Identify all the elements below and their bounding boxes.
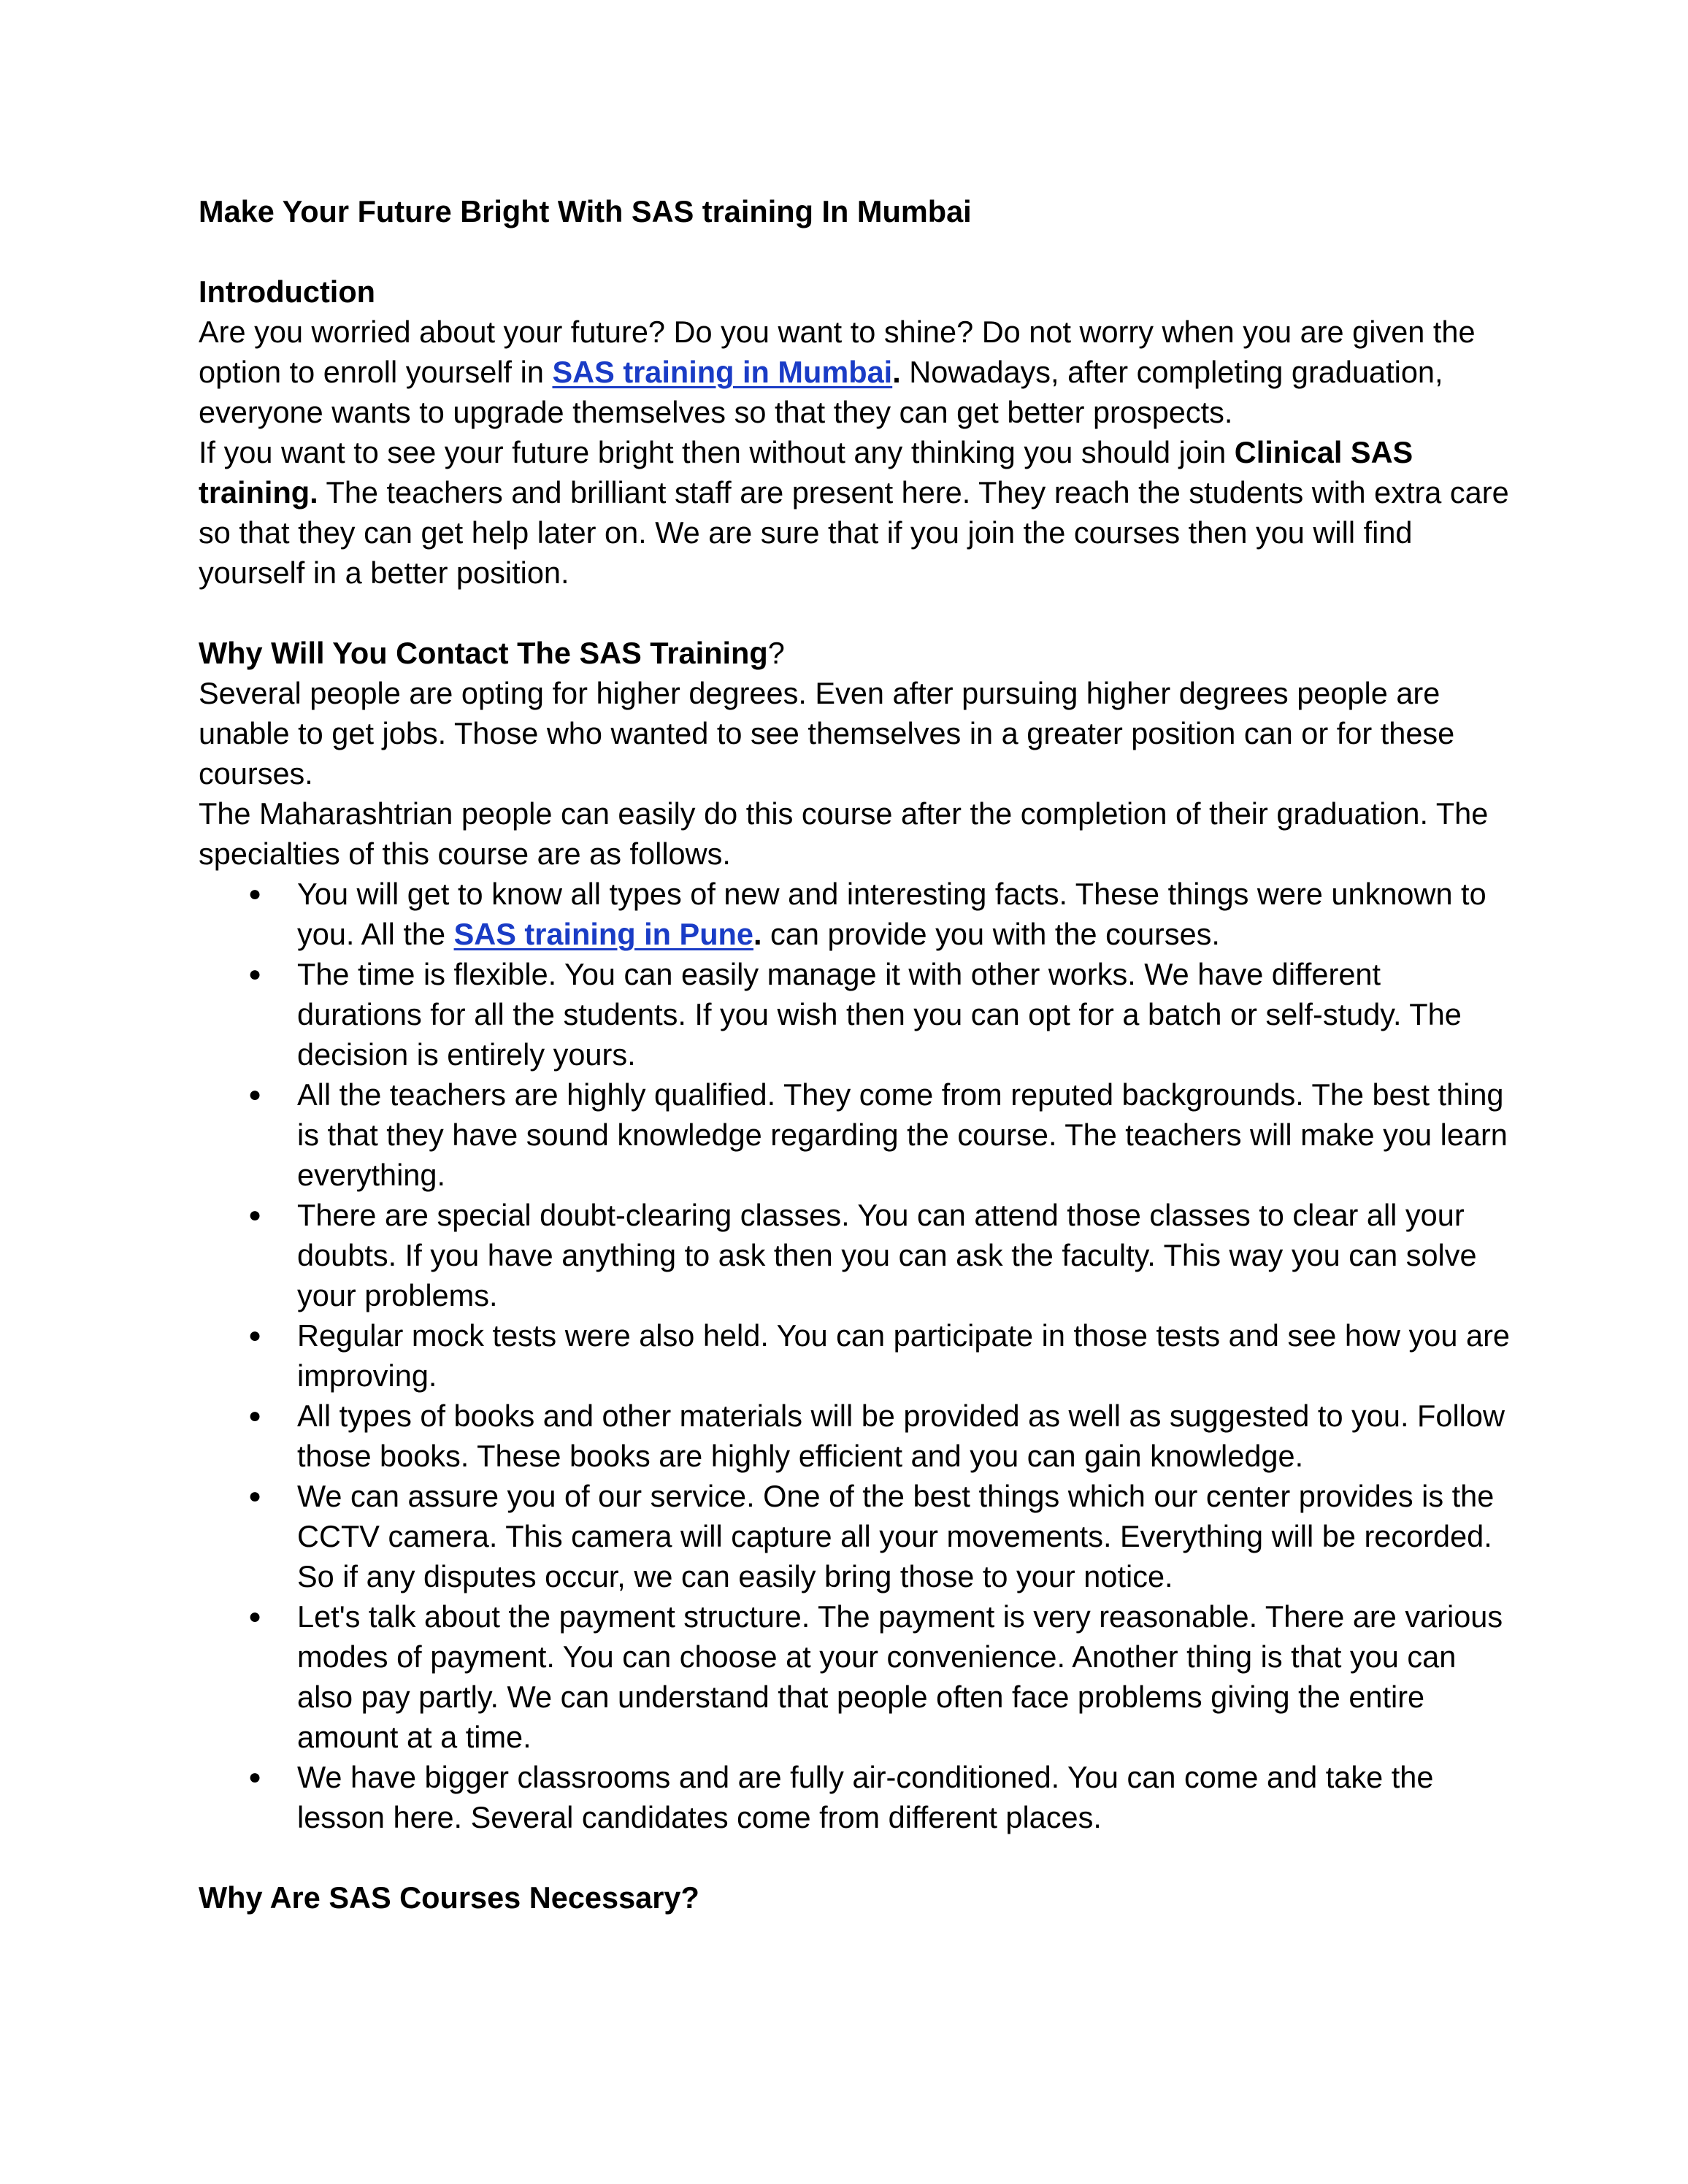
bullet-icon: ● — [248, 1765, 262, 1789]
list-item — [199, 1396, 1513, 1476]
list-item-text: All types of books and other materials will be provided as well as suggested to you. Follow those books. These books are highly efficient and you can gain knowledge. — [297, 1399, 1505, 1473]
bullet1-text-before: You will get to know all types of new and interesting facts. These things were unknown to you. All the — [297, 877, 1486, 951]
intro-p1-period: . — [892, 355, 901, 389]
bullet1-text-after: can provide you with the courses. — [761, 917, 1220, 951]
bullet-icon: ● — [248, 1404, 262, 1428]
list-item-text: Let's talk about the payment structure. The payment is very reasonable. There are various modes of payment. You can choose at your convenience. Another thing is that you can also pay partly. We can understand that people often face problems giving the entire amount at a time. — [297, 1599, 1503, 1754]
list-item-text: All the teachers are highly qualified. They come from reputed backgrounds. The best thing is that they have sound knowledge regarding the course. The teachers will make you learn everything. — [297, 1077, 1508, 1192]
sas-training-mumbai-link[interactable]: SAS training in Mumbai — [552, 355, 893, 389]
why-contact-paragraph-1: Several people are opting for higher degrees. Even after pursuing higher degrees people are unable to get jobs. Those who wanted to see themselves in a greater position can or for these courses. — [199, 676, 1455, 791]
intro-paragraph-2 — [199, 432, 1513, 593]
bullet-icon: ● — [248, 962, 262, 986]
document-title: Make Your Future Bright With SAS training In Mumbai — [199, 194, 972, 228]
list-item-text: We can assure you of our service. One of the best things which our center provides is the CCTV camera. This camera will capture all your movements. Everything will be recorded. So if any disputes occur, we can easily bring those to your notice. — [297, 1479, 1495, 1593]
why-contact-heading-mark: ? — [767, 636, 785, 670]
list-item — [199, 1074, 1513, 1195]
document-page — [199, 191, 1513, 1918]
list-item — [199, 1476, 1513, 1596]
list-item — [199, 1195, 1513, 1315]
intro-p1-text-before: Are you worried about your future? Do you want to shine? Do not worry when you are given the option to enroll yourself in — [199, 315, 1476, 389]
list-item-text: Regular mock tests were also held. You can participate in those tests and see how you are improving. — [297, 1318, 1510, 1393]
clinical-sas-training-bold: Clinical SAS training. — [199, 435, 1413, 510]
intro-p1-text-after: Nowadays, after completing graduation, everyone wants to upgrade themselves so that they can get better prospects. — [199, 355, 1443, 429]
bullet-icon: ● — [248, 1604, 262, 1629]
intro-p2-text-after: The teachers and brilliant staff are present here. They reach the students with extra care so that they can get help later on. We are sure that if you join the courses then you will find yourself in a better position. — [199, 475, 1509, 590]
intro-p2-text-before: If you want to see your future bright then without any thinking you should join — [199, 435, 1235, 469]
list-item — [199, 1757, 1513, 1837]
intro-paragraph-1 — [199, 312, 1513, 432]
why-necessary-heading: Why Are SAS Courses Necessary? — [199, 1880, 699, 1915]
specialties-list — [199, 874, 1513, 1837]
bullet-icon: ● — [248, 1484, 262, 1508]
list-item — [199, 954, 1513, 1074]
list-item — [199, 1315, 1513, 1396]
bullet-icon: ● — [248, 1083, 262, 1107]
bullet-icon: ● — [248, 882, 262, 906]
bullet-icon: ● — [248, 1203, 262, 1227]
section-spacer — [199, 593, 1513, 633]
list-item — [199, 1596, 1513, 1757]
bullet-icon: ● — [248, 1323, 262, 1347]
section-spacer — [199, 1837, 1513, 1877]
list-item-text: The time is flexible. You can easily manage it with other works. We have different durations for all the students. If you wish then you can opt for a batch or self-study. The decision is entirely yours. — [297, 957, 1462, 1072]
list-item-text: There are special doubt-clearing classes. You can attend those classes to clear all your doubts. If you have anything to ask then you can ask the faculty. This way you can solve your problems. — [297, 1198, 1477, 1312]
why-contact-heading-bold: Why Will You Contact The SAS Training — [199, 636, 768, 670]
bullet1-period: . — [753, 917, 762, 951]
sas-training-pune-link[interactable]: SAS training in Pune — [453, 917, 753, 951]
why-contact-heading — [199, 633, 1513, 673]
list-item — [199, 874, 1513, 954]
why-contact-paragraph-2: The Maharashtrian people can easily do this course after the completion of their graduation. The specialties of this course are as follows. — [199, 796, 1489, 871]
list-item-text: We have bigger classrooms and are fully air-conditioned. You can come and take the lesson here. Several candidates come from different places. — [297, 1760, 1434, 1834]
intro-heading: Introduction — [199, 274, 376, 309]
